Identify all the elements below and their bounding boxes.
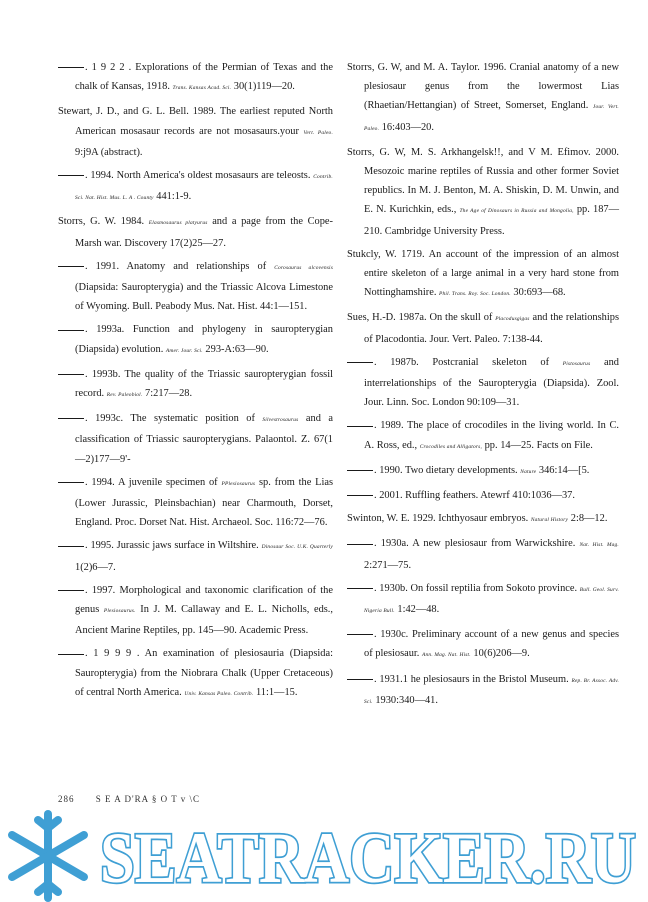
entry-text: . 1930a. A new plesiosaur from Warwickshire.	[374, 538, 576, 550]
entry-citation: 1930:340—41.	[375, 694, 438, 706]
reference-entry	[347, 245, 619, 305]
ditto-dash	[58, 654, 84, 655]
ditto-dash	[58, 590, 84, 591]
left-column	[58, 58, 333, 708]
reference-entry	[58, 166, 333, 208]
entry-citation: 2:271—75.	[364, 559, 412, 571]
running-head: S E A D'RA § O T v \C	[95, 794, 201, 804]
entry-citation: 9:j9A (abstract).	[75, 146, 143, 158]
entry-text: . 1993c. The systematic position of	[85, 413, 255, 425]
entry-citation: 7:217—28.	[145, 388, 193, 400]
entry-text: Storrs, G. W. 1984.	[58, 216, 145, 228]
entry-text: . 2001. Ruffling feathers. Atewrf 410:1036—37.	[374, 490, 575, 502]
entry-citation: and the relationships of Placodontia. Jour. Vert. Paleo. 7:138-44.	[364, 312, 619, 345]
ditto-dash	[58, 482, 84, 483]
ditto-dash	[347, 588, 373, 589]
page-number: 286	[58, 794, 75, 804]
reference-entry	[58, 257, 333, 317]
reference-entry	[347, 353, 619, 413]
entry-text: . 1930b. On fossil reptilia from Sokoto province.	[374, 582, 578, 594]
reference-entry	[58, 58, 333, 98]
entry-citation: 11:1—15.	[255, 686, 298, 698]
entry-text: . 1 9 9 9 . An examination of plesiosauria (Diapsida: Sauropterygia) from the Niobrara Chalk (Upper Cretaceous) of central North America.	[75, 648, 333, 698]
ditto-dash	[58, 266, 84, 267]
entry-citation: and interrelationships of the Sauropterygia (Diapsida). Zool. Jour. Linn. Soc. London 90:109—31.	[364, 356, 620, 409]
journal-abbrev: Univ. Kansas Paleo. Contrib.	[184, 690, 254, 697]
entry-text: Storrs, G. W, M. S. Arkhangelsk!!, and V M. Efimov. 2000. Mesozoic marine reptiles of Russia and other former Soviet republics. In M. J. Benton, M. A. Shiskin, D. M. Unwin, and E. N. Kurichkin, eds.,	[347, 146, 619, 216]
journal-abbrev: PPlesiosaurus	[221, 480, 256, 487]
entry-citation: 1(2)6—7.	[75, 561, 116, 573]
entry-text: Stewart, J. D., and G. L. Bell. 1989. The earliest reputed North American mosasaur records are not mosasaurs.your	[58, 106, 333, 137]
entry-citation: and a page from the Cope-Marsh war. Discovery 17(2)25—27.	[75, 216, 333, 249]
reference-entry	[58, 365, 333, 405]
journal-abbrev: Elasmosaurus platyurus	[148, 220, 208, 227]
journal-abbrev: Rev. Paleobiol.	[106, 392, 143, 399]
entry-text: Sues, H.-D. 1987a. On the skull of	[347, 312, 493, 324]
entry-citation: pp. 187—210. Cambridge University Press.	[364, 204, 619, 237]
reference-entry	[347, 625, 619, 665]
journal-abbrev: Nature	[520, 468, 537, 475]
entry-text: Swinton, W. E. 1929. Ichthyosaur embryos.	[347, 513, 529, 525]
entry-text: . 1993a. Function and phylogeny in sauropterygian (Diapsida) evolution.	[75, 324, 333, 355]
entry-citation: pp. 14—25. Facts on File.	[484, 439, 593, 451]
watermark-logo	[0, 808, 648, 902]
entry-citation: 30(1)119—20.	[233, 81, 295, 93]
entry-citation: sp. from the Lias (Lower Jurassic, Pleinsbachian) near Charmouth, Dorset, England. Proc. Dorset Nat. Hist. Archaeol. Soc. 116:72—76.	[75, 476, 333, 529]
ditto-dash	[347, 634, 373, 635]
reference-entry	[347, 308, 619, 348]
journal-abbrev: Ann. Mag. Nat. Hist.	[422, 652, 471, 659]
reference-entry	[58, 473, 333, 533]
journal-abbrev: Silvestrosaurus	[262, 417, 299, 424]
journal-abbrev: Phil. Trans. Roy. Soc. London.	[439, 291, 511, 298]
journal-abbrev: The Age of Dinosaurs in Russia and Mongolia,	[459, 208, 574, 215]
journal-abbrev: Bull. Geol. Surv. Nigeria Bull.	[364, 586, 619, 615]
reference-entry	[347, 509, 619, 530]
reference-entry	[347, 143, 619, 241]
journal-abbrev: Trans. Kansas Acad. Sci.	[172, 85, 232, 92]
entry-citation: 16:403—20.	[381, 121, 434, 133]
ditto-dash	[58, 374, 84, 375]
reference-entry	[347, 579, 619, 621]
ditto-dash	[58, 418, 84, 419]
ditto-dash	[347, 470, 373, 471]
entry-text: . 1930c. Preliminary account of a new genus and species of plesiosaur.	[364, 629, 619, 660]
entry-citation: 10(6)206—9.	[473, 648, 530, 660]
page-footer	[58, 794, 200, 804]
journal-abbrev: Placodusgigas	[495, 316, 530, 323]
entry-text: . 1994. North America's oldest mosasaurs are teleosts.	[85, 170, 311, 182]
entry-citation: 2:8—12.	[570, 513, 608, 525]
reference-entry	[58, 320, 333, 360]
ditto-dash	[58, 67, 84, 68]
journal-abbrev: Corosaurus alcovensis	[274, 264, 334, 271]
reference-entry	[347, 416, 619, 456]
reference-entry	[347, 534, 619, 574]
entry-citation: 346:14—[5.	[538, 464, 590, 476]
entry-text: Stukcly, W. 1719. An account of the impression of an almost entire skeleton of a large animal in a very hard stone from Nottinghamshire.	[347, 248, 619, 299]
entry-text: . 1997. Morphological and taxonomic clarification of the genus	[75, 584, 333, 616]
entry-citation: and a classification of Triassic sauropterygians. Palaontol. Z. 67(1—2)177—9'-	[75, 413, 333, 465]
journal-abbrev: Natural History	[530, 517, 569, 524]
watermark-text: SEATRACKER.RU	[100, 818, 636, 898]
journal-abbrev: Pistosaurus	[562, 360, 591, 367]
reference-entry	[347, 58, 619, 139]
entry-citation: (Diapsida: Sauropterygia) and the Triassic Alcova Limestone of Wyoming. Bull. Peabody Mus. Nat. Hist. 44:1—151.	[75, 282, 333, 313]
entry-text: . 1 9 2 2 . Explorations of the Permian of Texas and the chalk of Kansas, 1918.	[75, 62, 333, 93]
entry-text: . 1931.1 he plesiosaurs in the Bristol Museum.	[374, 673, 569, 685]
entry-text: . 1991. Anatomy and relationships of	[85, 260, 267, 272]
right-column	[347, 58, 619, 716]
journal-abbrev: Crocodiles and Alligators,	[419, 443, 482, 450]
journal-abbrev: Amer. Jour. Sci.	[165, 347, 203, 354]
ditto-dash	[347, 362, 373, 363]
reference-entry	[58, 581, 333, 641]
entry-text: . 1995. Jurassic jaws surface in Wiltshire.	[85, 540, 259, 552]
journal-abbrev: Plesiosaurus.	[103, 608, 136, 615]
entry-text: . 1990. Two dietary developments.	[374, 464, 518, 476]
ditto-dash	[58, 330, 84, 331]
journal-abbrev: Vert. Paleo.	[303, 129, 333, 136]
entry-text: . 1993b. The quality of the Triassic sauropterygian fossil record.	[75, 368, 333, 400]
snowflake-icon	[12, 814, 84, 898]
ditto-dash	[347, 495, 373, 496]
ditto-dash	[347, 544, 373, 545]
entry-citation: 293-A:63—90.	[205, 343, 269, 355]
journal-abbrev: Nat. Hist. Mag.	[579, 542, 619, 549]
reference-entry	[58, 644, 333, 704]
reference-entry	[347, 670, 619, 712]
ditto-dash	[58, 175, 84, 176]
entry-text: Storrs, G. W, and M. A. Taylor. 1996. Cranial anatomy of a new plesiosaur genus from the lowermost Lias (Rhaetian/Hettangian) of Street, Somerset, England.	[347, 62, 619, 112]
ditto-dash	[347, 679, 373, 680]
ditto-dash	[58, 546, 84, 547]
ditto-dash	[347, 426, 373, 427]
reference-entry	[58, 212, 333, 252]
journal-abbrev: Rep. Br. Assoc. Adv. Sci.	[364, 677, 619, 705]
entry-citation: 441:1-9.	[156, 191, 192, 203]
entry-text: . 1987b. Postcranial skeleton of	[374, 356, 550, 368]
reference-entry	[58, 102, 333, 162]
reference-entry	[347, 486, 619, 505]
journal-abbrev: Dinosaur Soc. U.K. Quarterly	[261, 544, 333, 551]
reference-entry	[347, 461, 619, 482]
entry-citation: 1:42—48.	[397, 604, 440, 616]
reference-entry	[58, 536, 333, 576]
journal-abbrev: Contrib. Sci. Nat. Hist. Mus. L. A . County	[75, 174, 333, 202]
journal-abbrev: Jour. Vert. Paleo.	[364, 104, 619, 132]
entry-text: . 1994. A juvenile specimen of	[85, 476, 218, 488]
entry-citation: In J. M. Callaway and E. L. Nicholls, eds., Ancient Marine Reptiles, pp. 145—90. Academic Press.	[75, 604, 333, 637]
reference-entry	[58, 409, 333, 469]
entry-citation: 30:693—68.	[513, 287, 566, 299]
entry-text: . 1989. The place of crocodiles in the living world. In C. A. Ross, ed.,	[364, 420, 619, 451]
